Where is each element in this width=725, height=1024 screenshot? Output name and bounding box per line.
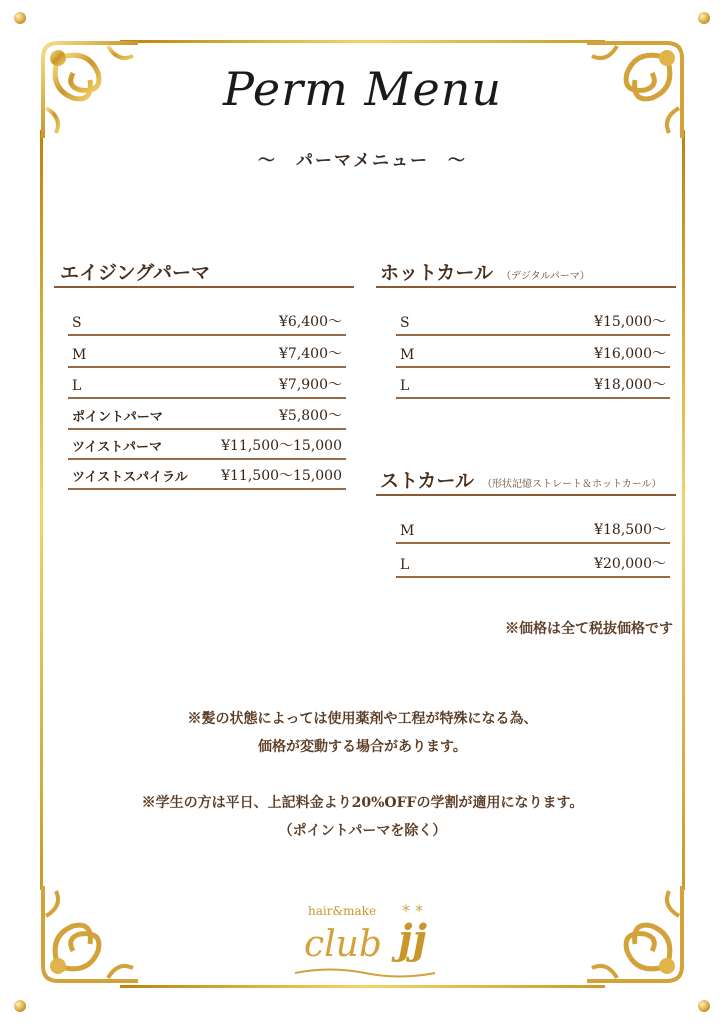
straight-curl-row — [396, 552, 670, 578]
hot-curl-heading — [380, 258, 590, 285]
aging-perm-row — [68, 342, 346, 368]
hot-curl-label: M — [400, 347, 415, 363]
corner-dot-bottom-right — [698, 1000, 710, 1012]
student-note-line-2: （ポイントパーマを除く） — [278, 823, 447, 839]
aging-perm-price: ¥5,800～ — [279, 408, 342, 424]
hot-curl-heading-text: ホットカール — [380, 262, 494, 284]
aging-perm-row — [68, 404, 346, 430]
aging-perm-label: ツイストパーマ — [72, 440, 162, 455]
hot-curl-row — [396, 310, 670, 336]
aging-perm-row — [68, 310, 346, 336]
straight-curl-label: M — [400, 523, 415, 539]
straight-curl-label: L — [400, 557, 410, 573]
aging-perm-label: S — [72, 315, 82, 331]
aging-perm-rule — [54, 286, 354, 288]
straight-curl-rule — [376, 494, 676, 496]
aging-perm-label: ツイストスパイラル — [72, 470, 188, 485]
straight-curl-price: ¥20,000～ — [594, 556, 666, 572]
straight-curl-price: ¥18,500～ — [594, 522, 666, 538]
aging-perm-price: ¥7,900～ — [279, 377, 342, 393]
aging-perm-label: ポイントパーマ — [72, 410, 163, 425]
frame-right — [682, 130, 685, 890]
corner-dot-bottom-left — [14, 1000, 26, 1012]
aging-perm-price: ¥6,400～ — [279, 314, 342, 330]
hot-curl-label: S — [400, 315, 410, 331]
club-jj-logo — [290, 902, 440, 982]
page-title: Perm Menu — [223, 62, 502, 116]
student-note-line-1: ※学生の方は平日、上記料金より20%OFFの学割が適用になります。 — [141, 795, 584, 811]
corner-dot-top-right — [698, 12, 710, 24]
hair-note-line-1: ※髪の状態によっては使用薬剤や工程が特殊になる為、 — [187, 711, 538, 727]
corner-ornament-bottom-right — [577, 876, 707, 1006]
aging-perm-row — [68, 373, 346, 399]
aging-perm-label: L — [72, 378, 82, 394]
straight-curl-heading — [380, 466, 662, 493]
tax-note: ※価格は全て税抜価格です — [505, 621, 673, 637]
hot-curl-note: （デジタルパーマ） — [501, 271, 590, 282]
aging-perm-row — [68, 464, 346, 490]
hair-note-line-2: 価格が変動する場合があります。 — [258, 739, 467, 755]
aging-perm-label: M — [72, 347, 87, 363]
aging-perm-row — [68, 434, 346, 460]
aging-perm-price: ¥11,500～15,000 — [221, 438, 342, 454]
frame-left — [40, 130, 43, 890]
straight-curl-heading-text: ストカール — [380, 470, 475, 492]
logo-main-text: club — [304, 924, 382, 965]
svg-text:* *: * * — [402, 902, 424, 920]
hot-curl-price: ¥15,000～ — [594, 314, 666, 330]
aging-perm-price: ¥11,500～15,000 — [221, 468, 342, 484]
page-subtitle: ～ パーマメニュー ～ — [258, 151, 467, 171]
hot-curl-row — [396, 342, 670, 368]
aging-perm-heading — [60, 258, 210, 285]
logo-small-text: hair&make — [308, 904, 377, 918]
hot-curl-price: ¥16,000～ — [594, 346, 666, 362]
corner-dot-top-left — [14, 12, 26, 24]
hot-curl-row — [396, 373, 670, 399]
hot-curl-price: ¥18,000～ — [594, 377, 666, 393]
logo-mark-text: jj — [398, 916, 427, 963]
hot-curl-rule — [376, 286, 676, 288]
aging-perm-heading-text: エイジングパーマ — [60, 262, 211, 284]
logo-flourish-icon — [290, 966, 440, 980]
corner-ornament-bottom-left — [18, 876, 148, 1006]
frame-top — [120, 40, 605, 43]
logo-sparkle-icon — [402, 902, 438, 920]
frame-bottom — [120, 985, 605, 988]
straight-curl-row — [396, 518, 670, 544]
straight-curl-note: （形状記憶ストレート＆ホットカール） — [482, 479, 662, 490]
hot-curl-label: L — [400, 378, 410, 394]
aging-perm-price: ¥7,400～ — [279, 346, 342, 362]
